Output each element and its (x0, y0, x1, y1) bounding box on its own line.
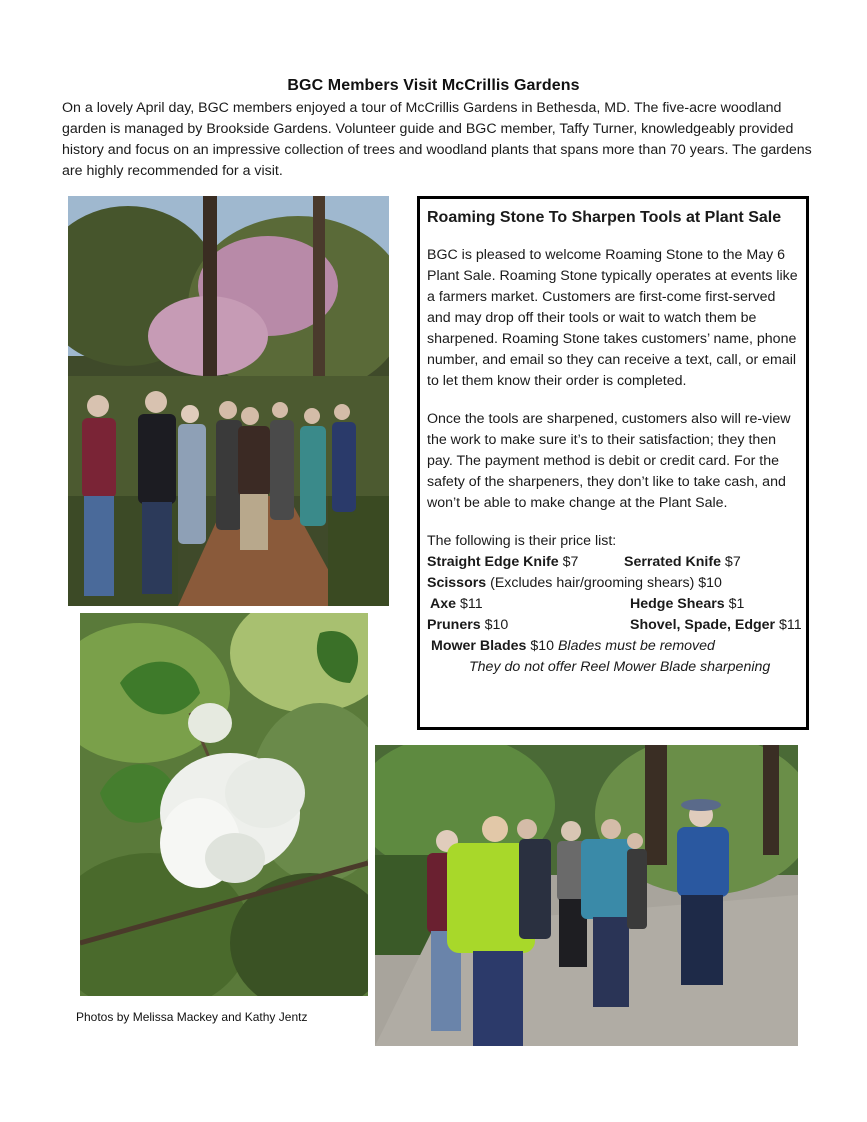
price-row (427, 552, 800, 573)
price-value: $1 (724, 596, 745, 612)
sidebar-paragraph-2: Once the tools are sharpened, customers also will re-view the work to make sure it’s to their satisfaction; they then pay. The payment method is debit or credit card. For the safety of the sharpeners, they don’t like to take cash, and won’t be able to make change at the Plant Sale. (427, 411, 791, 511)
price-row (427, 594, 800, 615)
price-row (427, 657, 800, 678)
photo-credit-caption: Photos by Melissa Mackey and Kathy Jentz (76, 1010, 308, 1024)
price-value: (Excludes hair/grooming shears) $10 (486, 575, 722, 591)
price-value: $10 (526, 638, 558, 654)
price-value: $7 (720, 554, 741, 570)
price-value: $7 (558, 554, 579, 570)
roaming-stone-box (417, 196, 809, 730)
price-value: $11 (775, 617, 802, 633)
price-note: Blades must be removed (557, 638, 715, 654)
group-photo-path (68, 196, 389, 606)
sidebar-paragraph-1: BGC is pleased to welcome Roaming Stone to the May 6 Plant Sale. Roaming Stone typically operates at events like a farmers market. Customers are first-come first-served and may drop off their tools or wait to watch them be sharpened. Roaming Stone takes customers’ name, phone number, and email so they can receive a text, call, or email to let them know their order is completed. (427, 247, 798, 389)
price-item: Serrated Knife (624, 554, 721, 570)
price-item: Shovel, Spade, Edger (630, 617, 776, 633)
price-value: $10 (480, 617, 509, 633)
price-row (427, 615, 800, 636)
group-photo-gravel (375, 745, 798, 1046)
price-item: Axe (430, 596, 457, 612)
price-row (427, 573, 800, 594)
price-item: Mower Blades (431, 638, 527, 654)
price-row (427, 636, 800, 657)
lilac-photo (80, 613, 368, 996)
sharpening-exclusion-note: They do not offer Reel Mower Blade sharpening (469, 659, 771, 675)
price-item: Hedge Shears (630, 596, 725, 612)
price-list-intro: The following is their price list: (427, 533, 617, 549)
intro-paragraph: On a lovely April day, BGC members enjoyed a tour of McCrillis Gardens in Bethesda, MD. The five-acre woodland garden is managed by Brookside Gardens. Volunteer guide and BGC member, Taffy Turner, knowledgeably provided history and focus on an impressive collection of trees and woodland plants that spans more than 70 years. The gardens are highly recommended for a visit. (62, 100, 812, 179)
price-item: Straight Edge Knife (427, 554, 559, 570)
sidebar-heading: Roaming Stone To Sharpen Tools at Plant Sale (427, 209, 782, 226)
price-item: Pruners (427, 617, 481, 633)
price-value: $11 (456, 596, 483, 612)
article-title: BGC Members Visit McCrillis Gardens (287, 77, 580, 94)
price-item: Scissors (427, 575, 487, 591)
